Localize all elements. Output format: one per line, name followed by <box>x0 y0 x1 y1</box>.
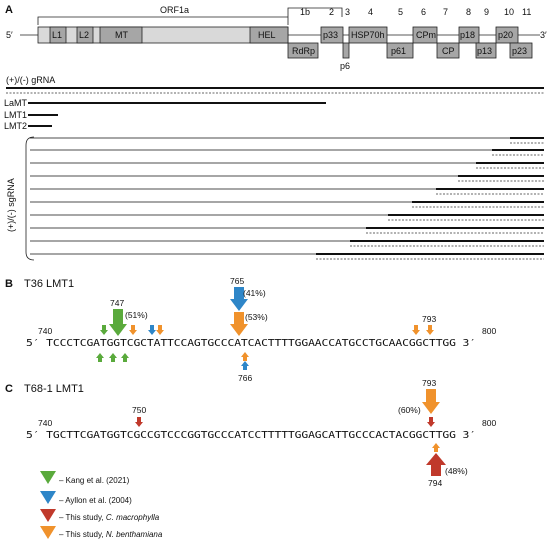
p61-label: p61 <box>391 46 407 56</box>
b-small-arrow-blue <box>148 325 156 335</box>
c-small-arrow-red <box>427 417 435 427</box>
b-small-arrow-orange <box>156 325 164 335</box>
orf11-label: 11 <box>522 7 532 17</box>
cp-label: CP <box>442 46 455 56</box>
b-label-747: 747 <box>110 298 125 308</box>
b-small-arrow-up-green <box>109 353 117 362</box>
p23-label: p23 <box>512 46 528 56</box>
b-pct-747: (51%) <box>125 310 148 320</box>
panel-a-label: A <box>5 4 13 16</box>
c-pos-740: 740 <box>38 418 53 428</box>
lmt2-label: LMT2 <box>4 121 28 131</box>
b-small-arrow-orange <box>412 325 420 335</box>
mt-label: MT <box>115 30 128 40</box>
b-pct-765b: (53%) <box>245 312 268 322</box>
legend-n-benthamiana <box>59 530 163 539</box>
c-sequence: 5′ TGCTTCGATGGTCGCCGTCCCGGTGCCCATCCTTTTTGGAGCATTGCCCACTACGGCTTGG 3′ <box>26 430 476 441</box>
b-label-766: 766 <box>238 373 253 383</box>
lamt-label: LaMT <box>4 98 28 108</box>
legend-green-triangle <box>40 471 56 484</box>
legend-ayllon: – Ayllon et al. (2004) <box>59 496 132 505</box>
rdrp-label: RdRp <box>292 46 316 56</box>
orf-labels <box>38 5 531 25</box>
legend-c-species: C. macrophylla <box>105 513 160 522</box>
orf4-label: 4 <box>368 7 374 17</box>
c-arrow-794-red <box>426 453 446 476</box>
c-label-793: 793 <box>422 378 437 388</box>
legend-blue-triangle <box>40 491 56 504</box>
panel-b-title: T36 LMT1 <box>24 278 75 290</box>
genome-3prime: 3′ <box>540 30 547 40</box>
b-small-arrow-up-green <box>121 353 129 362</box>
c-small-arrow-red <box>135 417 143 427</box>
orf2-label: 2 <box>329 7 335 17</box>
b-small-arrow-up-orange <box>241 352 249 361</box>
b-small-arrow-orange <box>129 325 137 335</box>
orf5-label: 5 <box>398 7 404 17</box>
grna-label: (+)/(-) gRNA <box>6 75 56 85</box>
orf1b-label: 1b <box>300 7 311 17</box>
p6-box <box>343 43 349 58</box>
b-pct-765a: (41%) <box>243 288 266 298</box>
orf10-label: 10 <box>504 7 515 17</box>
panel-b-label: B <box>5 278 13 290</box>
b-sequence: 5′ TCCCTCGATGGTCGCTATTCCAGTGCCCATCACTTTTGGAACCATGCCTGCAACGGCTTGG 3′ <box>26 338 476 349</box>
b-label-765: 765 <box>230 276 245 286</box>
c-label-750: 750 <box>132 405 147 415</box>
sgrna-rows <box>30 138 544 259</box>
legend-kang: – Kang et al. (2021) <box>59 476 130 485</box>
legend-red-triangle <box>40 509 56 522</box>
sgrna-label: (+)/(-) sgRNA <box>6 178 16 232</box>
hel-label: HEL <box>258 30 276 40</box>
panel-c-title: T68-1 LMT1 <box>24 383 84 395</box>
b-small-arrow-up-blue <box>241 361 249 370</box>
orf1a-label: ORF1a <box>160 5 190 15</box>
orf6-label: 6 <box>421 7 427 17</box>
b-pos-740: 740 <box>38 326 53 336</box>
b-small-arrow-orange <box>426 325 434 335</box>
c-arrow-793-orange <box>422 389 440 414</box>
lmt1-label: LMT1 <box>4 110 28 120</box>
hsp70h-label: HSP70h <box>351 30 385 40</box>
p20-label: p20 <box>498 30 514 40</box>
c-pct-794: (48%) <box>445 466 468 476</box>
p33-label: p33 <box>323 30 339 40</box>
legend-n-prefix: – This study, <box>59 530 106 539</box>
orf9-label: 9 <box>484 7 490 17</box>
p18-label: p18 <box>460 30 476 40</box>
panel-c-label: C <box>5 383 13 395</box>
c-label-794: 794 <box>428 478 443 488</box>
legend-c-prefix: – This study, <box>59 513 106 522</box>
c-pct-793: (60%) <box>398 405 421 415</box>
c-small-arrow-up-orange <box>432 443 440 452</box>
legend-n-species: N. benthamiana <box>105 530 163 539</box>
legend <box>40 471 163 539</box>
l1-label: L1 <box>52 30 63 40</box>
cpm-label: CPm <box>416 30 436 40</box>
legend-orange-triangle <box>40 526 56 539</box>
c-pos-800: 800 <box>482 418 497 428</box>
b-small-arrow-green <box>100 325 108 335</box>
b-pos-800: 800 <box>482 326 497 336</box>
l2-label: L2 <box>79 30 90 40</box>
orf3-label: 3 <box>345 7 351 17</box>
legend-c-macrophylla <box>59 513 160 522</box>
p6-label: p6 <box>340 61 351 71</box>
b-small-arrow-up-green <box>96 353 104 362</box>
p13-label: p13 <box>477 46 493 56</box>
sgrna-bracket <box>26 137 34 260</box>
genome-5prime: 5′ <box>6 30 13 40</box>
orf8-label: 8 <box>466 7 472 17</box>
b-label-793: 793 <box>422 314 437 324</box>
orf7-label: 7 <box>443 7 449 17</box>
